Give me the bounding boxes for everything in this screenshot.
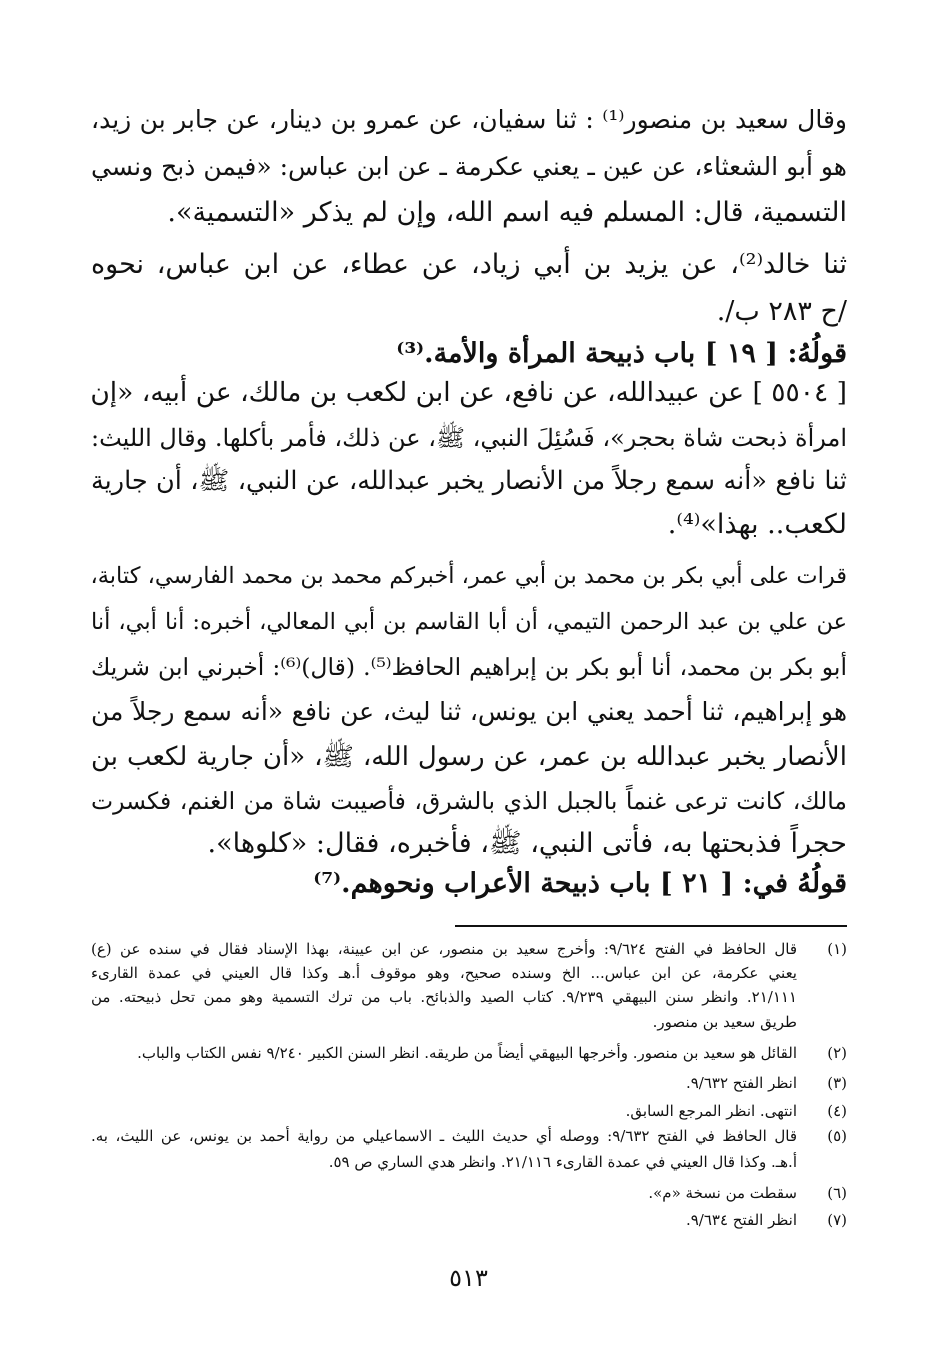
footnote — [91, 1099, 847, 1123]
footnote-text: قال الحافظ في الفتح ٩/٦٣٢: ووصله أي حديث الليث ـ الاسماعيلي من رواية أحمد بن يونس، عن الليث، به. — [91, 1127, 797, 1145]
footnote — [91, 1124, 847, 1148]
footnote-text: سقطت من نسخة «م». — [648, 1184, 797, 1202]
footnote-continuation — [91, 1150, 847, 1174]
body-line: قرات على أبي بكر بن محمد بن أبي عمر، أخبركم محمد بن محمد الفارسي، كتابة، — [90, 563, 847, 589]
footnote-text: انظر الفتح ٩/٦٣٢. — [685, 1074, 797, 1092]
body-line: أبو بكر بن محمد، أنا أبو بكر بن إبراهيم الحافظ⁽⁵⁾. (قال)⁽⁶⁾: أخبرني ابن شريك — [91, 653, 847, 681]
footnote-number: (٥) — [827, 1127, 847, 1145]
footnote-number: (٤) — [827, 1102, 847, 1120]
footnote-continuation — [91, 961, 847, 985]
page-number: ٥١٣ — [449, 1264, 488, 1292]
footnote-number: (٦) — [827, 1184, 847, 1202]
body-line: هو إبراهيم، ثنا أحمد يعني ابن يونس، ثنا ليث، عن نافع «أنه سمع رجلاً من — [91, 697, 847, 726]
footnote-number: (٧) — [827, 1211, 847, 1229]
footnote-continuation — [91, 985, 847, 1009]
footnote — [91, 937, 847, 961]
footnote — [91, 1181, 847, 1205]
footnote-text: يعني عكرمة، عن ابن عباس... الخ وسنده صحيح، وهو موقوف أ.هـ وكذا قال العيني في عمدة القارىء — [91, 964, 797, 982]
footnote-text: انظر الفتح ٩/٦٣٤. — [685, 1211, 797, 1229]
footnote-text: ٢١/١١١. وانظر سنن البيهقي ٩/٢٣٩. كتاب الصيد والذبائح. باب من ترك التسمية وهو ممن تحل ذبيحته. من — [91, 988, 797, 1006]
footnote-divider — [455, 925, 847, 927]
body-line: [ ٥٥٠٤ ] عن عبيدالله، عن نافع، عن ابن لكعب بن مالك، عن أبيه، «إن — [90, 377, 847, 408]
body-line: ثنا نافع «أنه سمع رجلاً من الأنصار يخبر عبدالله، عن النبي، ﷺ، أن جارية — [91, 466, 847, 496]
footnote — [91, 1208, 847, 1232]
chapter-heading: قولُهُ: [ ١٩ ] باب ذبيحة المرأة والأمة.⁽³⁾ — [396, 338, 847, 369]
footnote-number: (٢) — [827, 1044, 847, 1062]
footnote-number: (٣) — [827, 1074, 847, 1092]
body-line: الأنصار يخبر عبدالله بن عمر، عن رسول الله، ﷺ، «أن جارية لكعب بن — [91, 742, 847, 772]
footnote — [91, 1071, 847, 1095]
footnote-text: أ.هـ. وكذا قال العيني في عمدة القارىء ٢١/١١٦. وانظر هدي الساري ص ٥٩. — [328, 1153, 797, 1171]
body-line: مالك، كانت ترعى غنماً بالجبل الذي بالشرق، فأصيبت شاة من الغنم، فكسرت — [91, 787, 847, 815]
body-line: /ح ٢٨٣ ب/. — [716, 296, 847, 327]
body-line: امرأة ذبحت شاة بحجر»، فَسُئِلَ النبي، ﷺ، عن ذلك، فأمر بأكلها. وقال الليث: — [90, 424, 847, 452]
body-line: ثنا خالد⁽²⁾، عن يزيد بن أبي زياد، عن عطاء، عن ابن عباس، نحوه — [91, 249, 847, 280]
footnote-text: قال الحافظ في الفتح ٩/٦٢٤: وأخرج سعيد بن منصور، عن ابن عيينة، بهذا الإسناد فقال في سنده عن (ع) — [91, 940, 797, 958]
chapter-heading: قولُهُ في: [ ٢١ ] باب ذبيحة الأعراب ونحوهم.⁽⁷⁾ — [313, 868, 847, 899]
footnote-text: القائل هو سعيد بن منصور. وأخرجها البيهقي أيضاً من طريقه. انظر السنن الكبير ٩/٢٤٠ نفس الكتاب والباب. — [137, 1044, 797, 1062]
body-line: وقال سعيد بن منصور⁽¹⁾ : ثنا سفيان، عن عمرو بن دينار، عن جابر بن زيد، — [91, 105, 847, 134]
body-line: التسمية، قال: المسلم فيه اسم الله، وإن لم يذكر «التسمية». — [167, 197, 847, 228]
footnote-text: طريق سعيد بن منصور. — [652, 1013, 797, 1031]
body-line: هو أبو الشعثاء، عن عين ـ يعني عكرمة ـ عن ابن عباس: «فيمن ذبح ونسي — [91, 152, 847, 181]
footnote-text: انتهى. انظر المرجع السابق. — [625, 1102, 797, 1120]
body-line: حجراً فذبحتها به، فأتى النبي، ﷺ، فأخبره، فقال: «كلوها». — [207, 828, 847, 859]
body-line: لكعب.. بهذا»⁽⁴⁾. — [667, 509, 847, 540]
footnote-continuation — [91, 1010, 847, 1034]
footnote — [91, 1041, 847, 1065]
footnote-number: (١) — [827, 940, 847, 958]
body-line: عن علي بن عبد الرحمن التيمي، أن أبا القاسم بن أبي المعالي، أخبره: أنا أبي، أنا — [91, 609, 847, 635]
